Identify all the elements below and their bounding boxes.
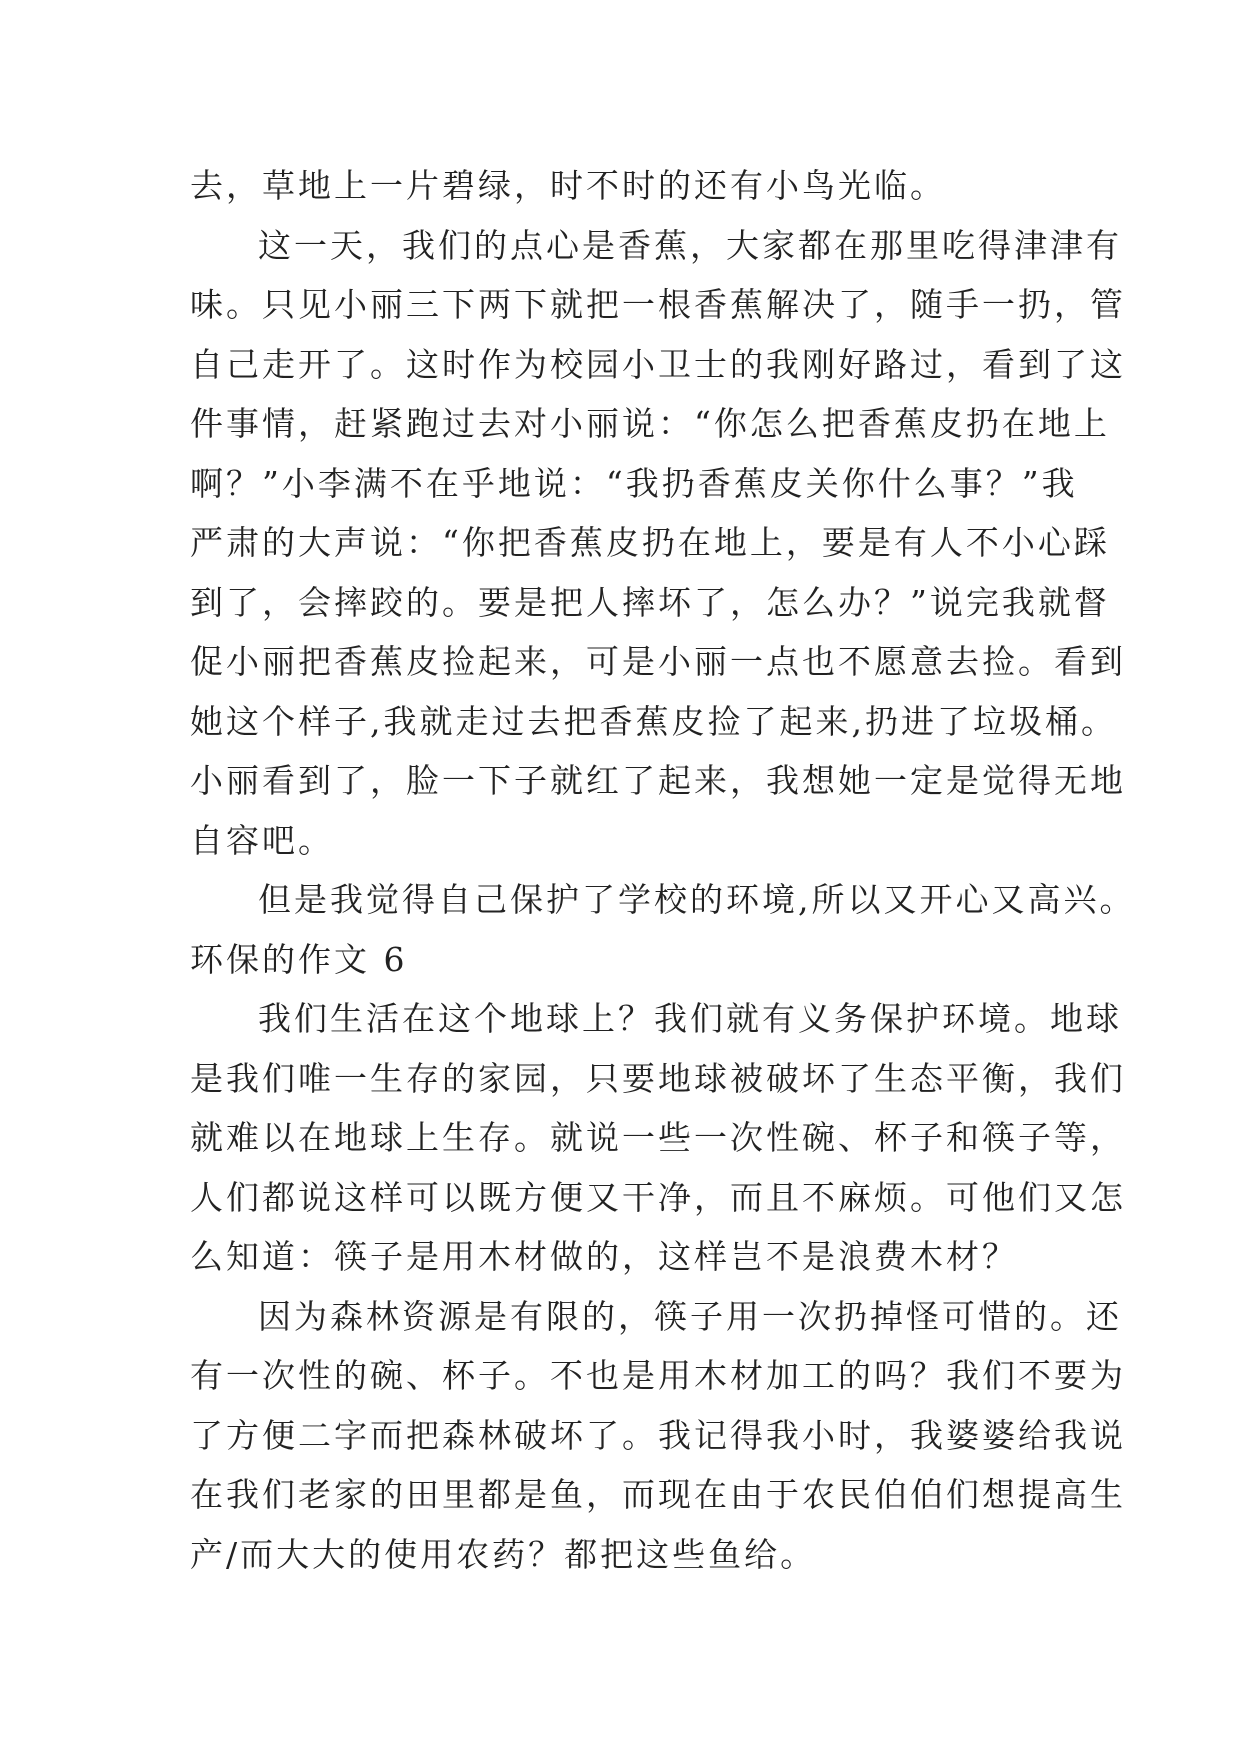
text-line: 啊？”小李满不在乎地说：“我扔香蕉皮关你什么事？”我: [190, 463, 1078, 503]
text-line: 有一次性的碗、杯子。不也是用木材加工的吗？我们不要为: [190, 1356, 1126, 1395]
text-line: 是我们唯一生存的家园，只要地球被破坏了生态平衡，我们: [190, 1058, 1126, 1098]
text-line: 产/而大大的使用农药？都把这些鱼给。: [190, 1534, 817, 1574]
paragraph-start-line: 我们生活在这个地球上？我们就有义务保护环境。地球: [258, 999, 1122, 1038]
section-heading: 环保的作文 6: [190, 939, 408, 979]
text-line: 件事情，赶紧跑过去对小丽说：“你怎么把香蕉皮扔在地上: [190, 404, 1110, 443]
text-line: 小丽看到了，脸一下子就红了起来，我想她一定是觉得无地: [190, 761, 1126, 800]
text-line: 到了，会摔跤的。要是把人摔坏了，怎么办？”说完我就督: [190, 582, 1110, 622]
text-line: 就难以在地球上生存。就说一些一次性碗、杯子和筷子等，: [190, 1118, 1126, 1157]
paragraph-start-line: 但是我觉得自己保护了学校的环境,所以又开心又高兴。: [258, 880, 1136, 919]
text-line: 了方便二字而把森林破坏了。我记得我小时，我婆婆给我说: [190, 1415, 1126, 1455]
paragraph-start-line: 这一天，我们的点心是香蕉，大家都在那里吃得津津有: [258, 225, 1122, 265]
text-line: 自己走开了。这时作为校园小卫士的我刚好路过，看到了这: [190, 344, 1126, 384]
text-line: 味。只见小丽三下两下就把一根香蕉解决了，随手一扔，管: [190, 285, 1126, 324]
text-line: 自容吧。: [190, 820, 334, 860]
text-line: 她这个样子,我就走过去把香蕉皮捡了起来,扔进了垃圾桶。: [190, 701, 1117, 741]
text-line: 去，草地上一片碧绿，时不时的还有小鸟光临。: [190, 166, 946, 205]
paragraph-start-line: 因为森林资源是有限的，筷子用一次扔掉怪可惜的。还: [258, 1296, 1122, 1336]
text-line: 在我们老家的田里都是鱼，而现在由于农民伯伯们想提高生: [190, 1475, 1126, 1514]
document-body: [190, 156, 1136, 1584]
text-line: 促小丽把香蕉皮捡起来，可是小丽一点也不愿意去捡。看到: [190, 642, 1126, 681]
text-line: 么知道：筷子是用木材做的，这样岂不是浪费木材？: [190, 1237, 1018, 1276]
text-line: 人们都说这样可以既方便又干净，而且不麻烦。可他们又怎: [190, 1177, 1126, 1217]
text-line: 严肃的大声说：“你把香蕉皮扔在地上，要是有人不小心踩: [190, 523, 1110, 562]
